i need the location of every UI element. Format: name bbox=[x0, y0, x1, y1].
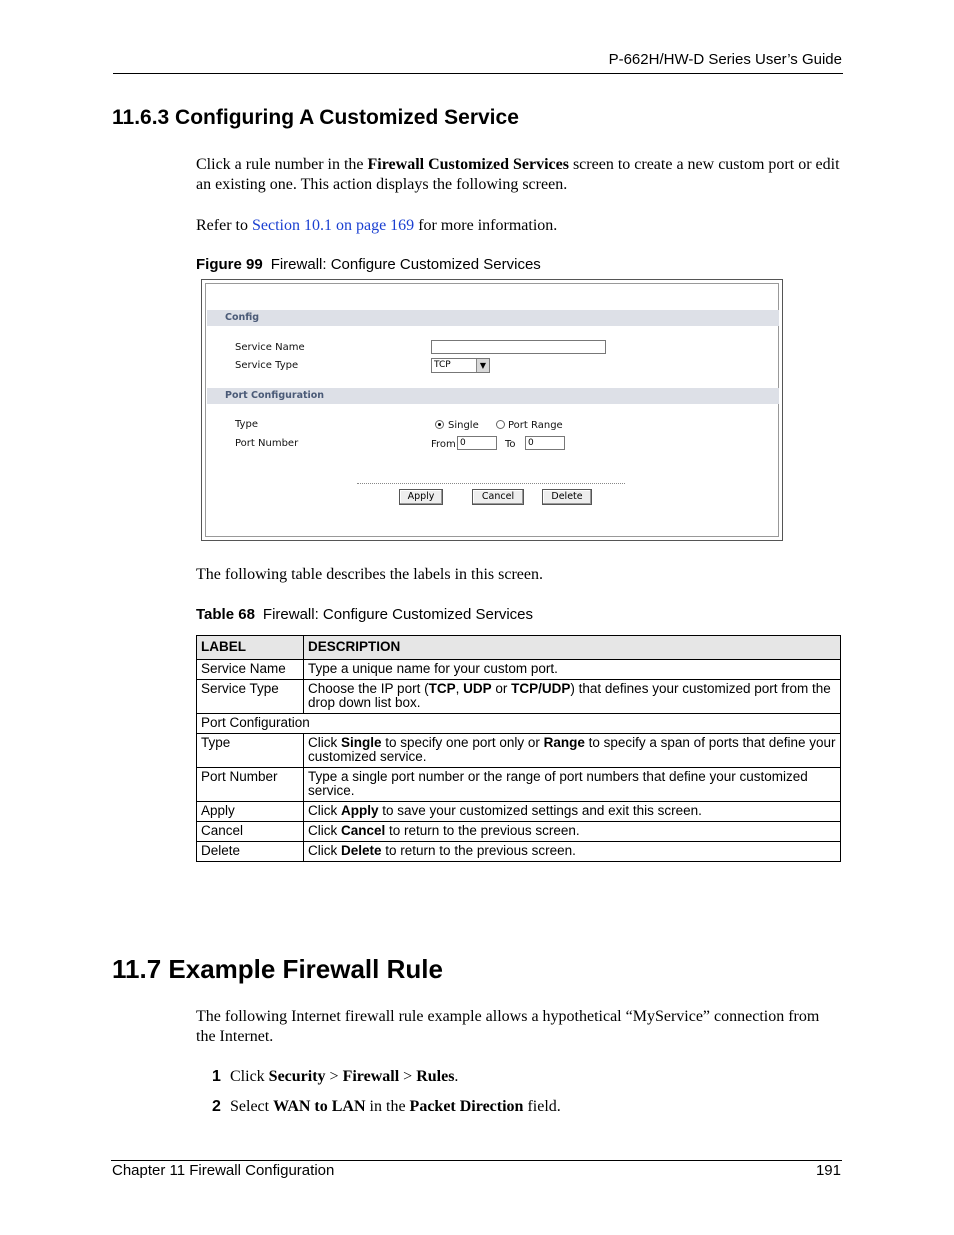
footer-page-number: 191 bbox=[815, 1162, 841, 1179]
section-heading-11-7: 11.7 Example Firewall Rule bbox=[112, 954, 443, 984]
single-radio[interactable] bbox=[435, 420, 444, 429]
port-range-radio[interactable] bbox=[496, 420, 505, 429]
table-header-row bbox=[197, 636, 841, 660]
delete-button[interactable]: Delete bbox=[542, 489, 592, 505]
button-divider bbox=[357, 483, 625, 484]
to-port-input[interactable]: 0 bbox=[525, 436, 565, 450]
apply-button[interactable]: Apply bbox=[399, 489, 443, 505]
label-description-table bbox=[196, 635, 841, 862]
from-port-input[interactable]: 0 bbox=[457, 436, 497, 450]
single-radio-label: Single bbox=[448, 420, 479, 431]
figure-caption: Figure 99 Firewall: Configure Customized Services bbox=[196, 256, 541, 273]
footer-rule bbox=[111, 1160, 842, 1161]
table-intro: The following table describes the labels in this screen. bbox=[196, 566, 544, 583]
table-row: Service Name Type a unique name for your custom port. bbox=[197, 660, 841, 680]
table-row: Cancel Click Cancel to return to the previous screen. bbox=[197, 822, 841, 842]
step-2: 2 Select WAN to LAN in the Packet Direction field. bbox=[212, 1098, 561, 1115]
cancel-button[interactable]: Cancel bbox=[472, 489, 524, 505]
table-row: Port Configuration bbox=[197, 714, 841, 734]
to-label: To bbox=[505, 439, 516, 450]
port-range-radio-label: Port Range bbox=[508, 420, 563, 431]
section-heading-11-6-3: 11.6.3 Configuring A Customized Service bbox=[112, 106, 519, 129]
table-row: Apply Click Apply to save your customized settings and exit this screen. bbox=[197, 802, 841, 822]
header-rule bbox=[113, 73, 843, 74]
table-row: Type Click Single to specify one port only or Range to specify a span of ports that define your customized service. bbox=[197, 734, 841, 768]
port-config-section-header: Port Configuration bbox=[207, 388, 779, 404]
service-type-select[interactable]: TCP ▼ bbox=[431, 358, 490, 373]
config-section-header: Config bbox=[207, 310, 779, 326]
column-header-label: LABEL bbox=[197, 636, 304, 660]
example-paragraph: The following Internet firewall rule example allows a hypothetical “MyService” connection from the Internet. bbox=[196, 1008, 820, 1045]
intro-paragraph: Click a rule number in the Firewall Customized Services screen to create a new custom port or edit an existing one. This action displays the following screen. bbox=[196, 156, 840, 193]
service-name-label: Service Name bbox=[235, 342, 305, 353]
table-row: Service Type Choose the IP port (TCP, UDP or TCP/UDP) that defines your customized port from the drop down list box. bbox=[197, 680, 841, 714]
section-link[interactable]: Section 10.1 on page 169 bbox=[251, 217, 415, 234]
footer-chapter: Chapter 11 Firewall Configuration bbox=[112, 1162, 335, 1179]
table-row: Port Number Type a single port number or the range of port numbers that define your customized service. bbox=[197, 768, 841, 802]
service-type-label: Service Type bbox=[235, 360, 299, 371]
running-header: P-662H/HW-D Series User’s Guide bbox=[608, 51, 842, 68]
figure-screenshot bbox=[201, 279, 783, 541]
table-row: Delete Click Delete to return to the previous screen. bbox=[197, 842, 841, 862]
type-label: Type bbox=[235, 419, 258, 430]
step-1: 1 Click Security > Firewall > Rules. bbox=[212, 1068, 459, 1085]
refer-paragraph: Refer to Section 10.1 on page 169 for more information. bbox=[196, 217, 558, 234]
from-label: From bbox=[431, 439, 456, 450]
dropdown-arrow-icon[interactable]: ▼ bbox=[476, 359, 489, 372]
column-header-description: DESCRIPTION bbox=[304, 636, 841, 660]
service-name-input[interactable] bbox=[431, 340, 606, 354]
table-caption: Table 68 Firewall: Configure Customized Services bbox=[196, 606, 534, 623]
port-number-label: Port Number bbox=[235, 438, 299, 449]
